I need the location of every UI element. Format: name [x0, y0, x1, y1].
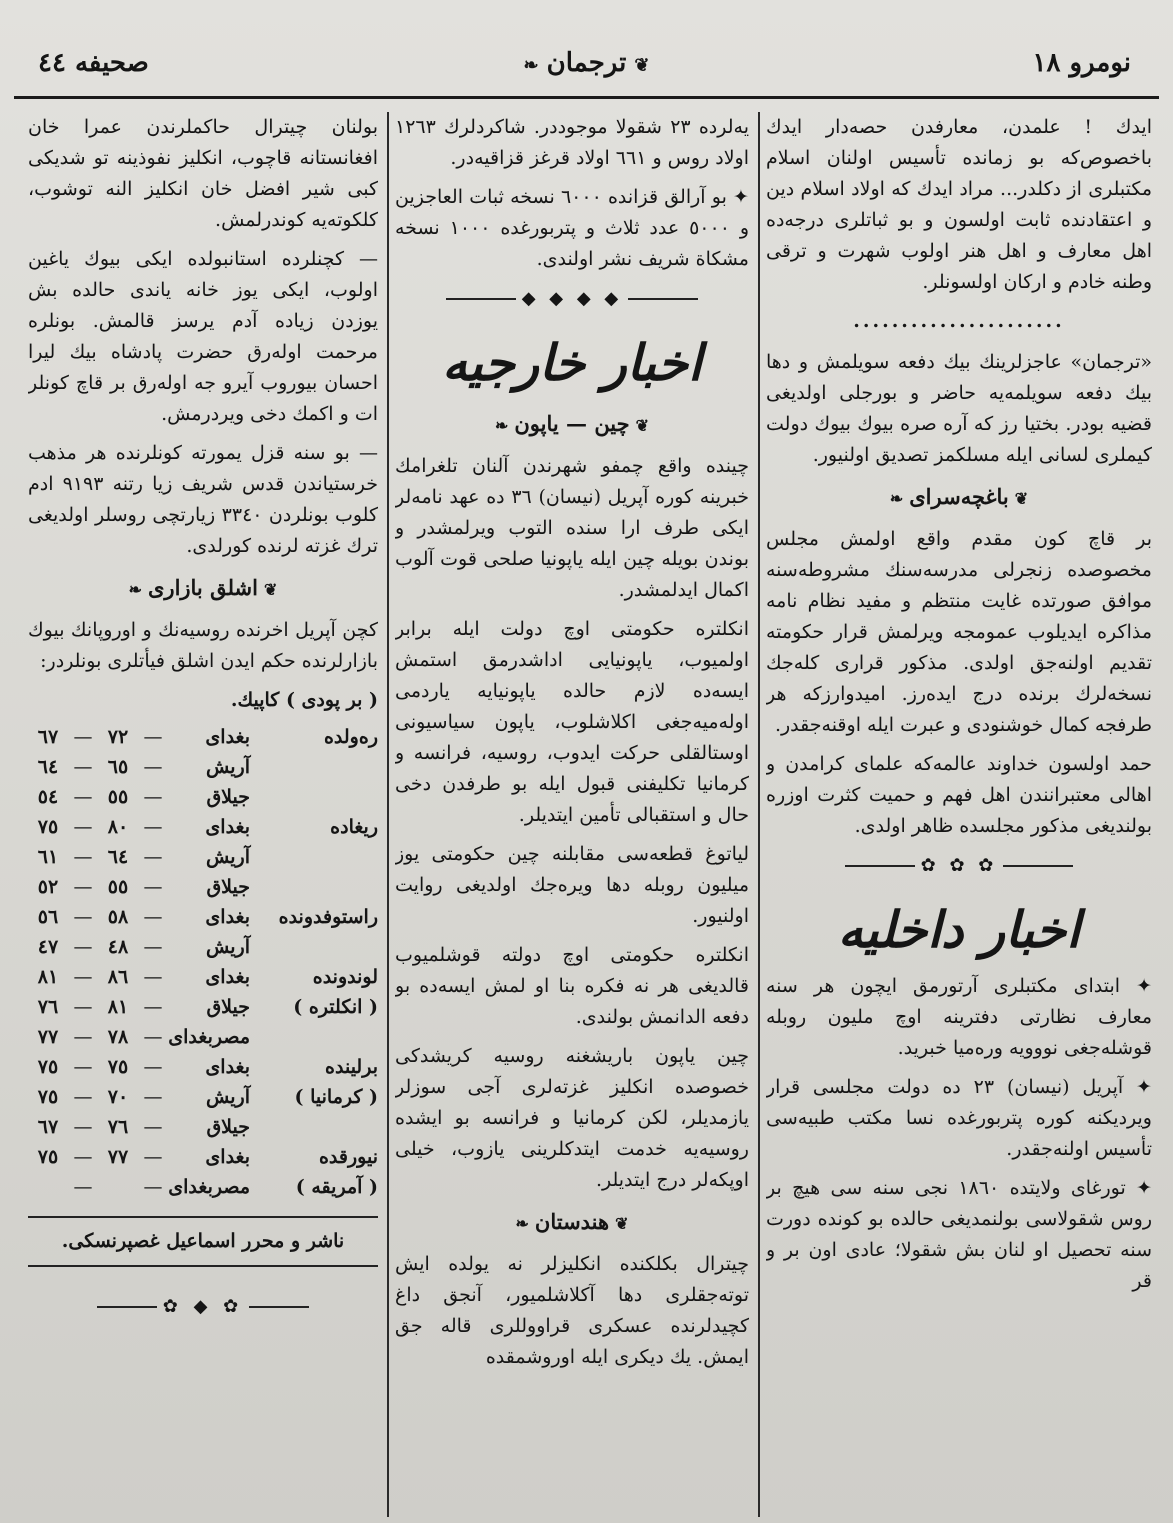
price-dash: —: [143, 1056, 163, 1078]
price-dash: —: [73, 1056, 93, 1078]
price-dash: —: [143, 1146, 163, 1168]
price-min: ٦٥: [107, 756, 129, 778]
price-dash: —: [143, 876, 163, 898]
price-dash: —: [73, 1026, 93, 1048]
article-paragraph: چينده واقع چمفو شهرندن آلنان تلغرامك خبرينه كوره آپريل (نيسان) ٣٦ ده عهد نامه‌لر ايكى طرف ارا سنده التوب ويرلمشدر و بوندن بو‌يله چين ايله ياپونيا صلحى قوت آلوب اكمال ايدلمشدر.: [395, 455, 749, 601]
news-item: [395, 182, 749, 275]
article-paragraph: بولنان چيترال حاكملرندن عمرا خان افغانستانه قاچوب، انكليز نفوذينه تو شديكى كبى شير افضل خان انكليز النه توشوب، كلكوته‌يه كوندرلمش.: [28, 116, 378, 231]
flourish-icon: ❧: [889, 489, 904, 508]
price-city: لوندونده: [312, 966, 378, 988]
bullet-diamond-icon: ✦: [726, 186, 749, 208]
price-min: ٧٢: [107, 726, 129, 748]
article-paragraph: چيترال بكلكنده انكليزلر نه يولده ايش توته‌جقلرى دها آكلاشلميور، آنجق داغ كچيدلرنده عسكرى قراووللرى قاله جق ايمش. يك ديكرى ايله اوروشمقده: [395, 1253, 749, 1368]
flourish-icon: ❦: [615, 1214, 629, 1233]
flourish-icon: ❦: [264, 580, 278, 599]
price-min: ٤٨: [107, 936, 129, 958]
price-grain: مصربغداى: [168, 1176, 250, 1198]
column-middle: [395, 112, 749, 1517]
price-max: ٨١: [37, 966, 59, 988]
price-max: ٦٧: [37, 726, 59, 748]
article-paragraph: انكلتره حكومتى اوچ دولته قوشلميوب قالديغى هر نه فكره بنا او لمش ايسه‌ده بو دفعه الدانمش بولندى.: [395, 944, 749, 1028]
dotted-separator: ......................: [853, 310, 1065, 332]
price-min: ٥٨: [107, 906, 129, 928]
price-grain: بغداى: [205, 966, 250, 988]
column-left: [28, 112, 378, 1517]
article-paragraph: «ترجمان» عاجزلرينك بيك دفعه سويلمش و دها بيك دفعه سويلمه‌يه حاضر و بورجلى اولديغى قضيه بودر. بختيا رز كه آره صره بيوك بيوك دولت كيملرى لسانى ايله مسلكمز تصديق اولنيور.: [766, 351, 1152, 466]
section-heading: [766, 481, 1152, 514]
article-paragraph: ايدك ! علمدن، معارفدن حصه‌دار ايدك باخصوص‌كه بو زمانده تأسيس اولنان اسلام مكتبلرى از دكلدر... مراد ايدك كه اولاد اسلام دين و اعتقادنده ثابت اولسون و بو ثباتلرى درجه‌ده اهل معارف و اهل هنر اولوب شهرت و ترقى وطنه خادم و اركان اولسونلر.: [766, 116, 1152, 293]
price-grain: آريش: [206, 846, 250, 868]
price-min: ٧٧: [107, 1146, 129, 1168]
price-max: [28, 1172, 68, 1202]
price-row: [28, 872, 378, 902]
page-header: [0, 0, 1173, 100]
price-row: [28, 752, 378, 782]
masthead-title: [0, 48, 1173, 78]
news-item: [766, 1173, 1152, 1297]
bullet-diamond-icon: ✦: [1123, 1076, 1152, 1098]
price-grain: بغداى: [205, 1146, 250, 1168]
header-rule: [14, 96, 1159, 99]
ornamental-divider: ◆ ◆ ◆ ◆: [395, 283, 749, 314]
big-section-title: اخبار خارجيه: [442, 333, 702, 392]
article-paragraph: انكلتره حكومتى اوچ دولت ايله برابر اولميوب، ياپونيايى اداشدرمق استمش ايسه‌ده لازم حالده ياپونيايه ياردمى اوله‌ميه‌جغى اكلاشلوب، ياپون سياسيونى اوستالقلى حركت ايدوب، روسيه، فرانسه و كرمانيا تكليفنى قبول ايله بو طرفدن دخى حال و استقبالى تأمين ايتديلر.: [395, 618, 749, 826]
price-dash: —: [73, 1146, 93, 1168]
column-rule: [758, 112, 760, 1517]
article-paragraph: — بو سنه قزل يمورته كونلرنده هر مذهب خرستياندن قدس شريف زيا رتنه ٩١٩٣ ادم كلوب بونلردن ٣٣٤٠ زيارتچى روسلر اولديغى ترك غزته لرنده كورلدى.: [28, 442, 378, 557]
price-max: ٧٥: [37, 1086, 59, 1108]
price-city: [250, 1022, 378, 1052]
price-grain: بغداى: [205, 816, 250, 838]
price-dash: —: [143, 816, 163, 838]
news-item-text: ابتداى مكتبلرى آرتورمق ايچون هر سنه معارف نظارتى دفترينه اوچ مليون روبله قوشله‌جغى نوو‌ويه وره‌ميا خبريد.: [766, 975, 1152, 1059]
price-dash: —: [143, 966, 163, 988]
price-max: ٧٥: [37, 816, 59, 838]
column-right: [766, 112, 1152, 1517]
price-city: [250, 872, 378, 902]
flourish-icon: ❦: [635, 416, 650, 435]
price-grain: آريش: [206, 1086, 250, 1108]
price-max: ٥٤: [37, 786, 59, 808]
price-min: ٧٠: [107, 1086, 129, 1108]
section-heading-text: هندستان: [534, 1209, 610, 1234]
price-dash: —: [73, 846, 93, 868]
section-heading-text: چين — ياپون: [514, 411, 630, 436]
price-max: ٧٦: [37, 996, 59, 1018]
price-grain: بغداى: [205, 1056, 250, 1078]
flourish-icon: ❦: [1014, 489, 1029, 508]
flourish-icon: ❧: [494, 416, 509, 435]
price-city: ( كرمانيا ): [294, 1086, 378, 1108]
price-city: برلينده: [325, 1056, 378, 1078]
price-min: ٨١: [107, 996, 129, 1018]
column-rule: [387, 112, 389, 1517]
section-heading: [28, 572, 378, 605]
price-min: ٨٦: [107, 966, 129, 988]
price-row: [28, 992, 378, 1022]
price-row: [28, 932, 378, 962]
price-dash: —: [143, 1026, 163, 1048]
price-dash: —: [143, 756, 163, 778]
price-city: نيورقده: [318, 1146, 378, 1168]
price-grain: جيلاق: [206, 1116, 250, 1138]
section-heading: [395, 1206, 749, 1239]
price-grain: جيلاق: [206, 876, 250, 898]
price-grain: بغداى: [205, 906, 250, 928]
price-row: [28, 962, 378, 992]
flourish-icon: ❧: [128, 580, 142, 599]
price-dash: —: [73, 966, 93, 988]
price-dash: —: [143, 726, 163, 748]
price-row: [28, 1172, 378, 1202]
price-min: ٥٥: [107, 876, 129, 898]
article-paragraph: كچن آپريل اخرنده روسيه‌نك و اوروپانك بيوك بازارلرنده حكم ايدن اشلق فيأتلرى بونلردر:: [28, 619, 378, 672]
price-dash: —: [143, 846, 163, 868]
price-row: [28, 902, 378, 932]
price-row: [28, 1022, 378, 1052]
price-grain: آريش: [206, 756, 250, 778]
article-paragraph: يه‌لرده ٢٣ شقولا موجوددر. شاكردلرك ١٢٦٣ اولاد روس و ٦٦١ اولاد قرغز قزاقيه‌در.: [395, 116, 749, 169]
price-max: ٤٧: [37, 936, 59, 958]
price-grain: آريش: [206, 936, 250, 958]
ornamental-divider: ✿ ✿ ✿: [766, 850, 1152, 881]
news-item: [766, 1072, 1152, 1165]
flourish-icon: ❧: [523, 55, 539, 76]
price-dash: —: [73, 1116, 93, 1138]
price-min: ٨٠: [107, 816, 129, 838]
price-grain: جيلاق: [206, 786, 250, 808]
price-row: [28, 1112, 378, 1142]
price-row: [28, 1142, 378, 1172]
price-dash: —: [73, 816, 93, 838]
news-item: [766, 971, 1152, 1064]
section-heading: [395, 408, 749, 441]
issue-number: نومرو ١٨: [1032, 48, 1131, 78]
price-dash: —: [143, 906, 163, 928]
section-heading-text: باغچه‌سراى: [909, 484, 1009, 509]
price-min: ٦٤: [107, 846, 129, 868]
price-row: [28, 1082, 378, 1112]
article-paragraph: لياتوغ قطعه‌سى مقابلنه چين حكومتى يوز ميليون روبله دها ويره‌جك اولديغى روايت اولنيور.: [395, 843, 749, 927]
publisher-signature: ناشر و محرر اسماعيل غصپرنسكى.: [28, 1216, 378, 1267]
price-dash: —: [73, 726, 93, 748]
price-min: ٥٥: [107, 786, 129, 808]
ornamental-divider: ✿ ◆ ✿: [28, 1291, 378, 1322]
price-city: ريغاده: [330, 816, 378, 838]
price-dash: —: [73, 996, 93, 1018]
article-paragraph: — كچنلرده استانبولده ايكى بيوك ياغين اولوب، ايكى يوز خانه ياندى حالده بش يوزدن زياده آدم يرسز قالمش. بونلره مرحمت اوله‌رق حضرت پادشاه بيك ليرا احسان بيوروب آيرو جه اوله‌رق بر قاچ كونلر ات و اكمك دخى ويردرمش.: [28, 248, 378, 425]
news-item-text: بو آرالق قزانده ٦٠٠٠ نسخه ثبات العاجزين و ٥٠٠٠ عدد ثلاث و پتربورغده ١٠٠٠ نسخه مشكاة شريف نشر اولندى.: [395, 186, 749, 270]
price-city: [250, 782, 378, 812]
price-dash: —: [143, 1116, 163, 1138]
price-city: ( آمريقه ): [295, 1176, 378, 1198]
price-row: [28, 782, 378, 812]
price-min: ٧٦: [107, 1116, 129, 1138]
price-max: ٦١: [37, 846, 59, 868]
price-dash: —: [73, 1176, 93, 1198]
price-dash: —: [73, 876, 93, 898]
price-max: ٥٢: [37, 876, 59, 898]
price-dash: —: [73, 756, 93, 778]
price-dash: —: [73, 1086, 93, 1108]
price-max: ٥٦: [37, 906, 59, 928]
price-dash: —: [73, 906, 93, 928]
news-item-text: آپريل (نيسان) ٢٣ ده دولت مجلسى قرار ويرديكنه كوره پتربورغده نسا مكتب طبيه‌سى تأسيس اولنه‌جقدر.: [766, 1076, 1152, 1160]
section-heading-text: اشلق بازارى: [147, 575, 258, 600]
price-city: راستوفدونده: [278, 906, 378, 928]
price-grain: جيلاق: [206, 996, 250, 1018]
article-paragraph: چين ياپون باريشغنه روسيه كريشدكى خصوصده انكليز غزته‌لرى آجى سوزلر يازمديلر، لكن كرمانيا و فرانسه بو ايشده روسيه‌يه خدمت ايتدكلرينى يازوب، خيلى اوپكه‌لر درج ايتديلر.: [395, 1045, 749, 1191]
price-row: [28, 722, 378, 752]
price-min: ٧٨: [107, 1026, 129, 1048]
price-max: ٦٤: [37, 756, 59, 778]
price-max: ٦٧: [37, 1116, 59, 1138]
price-max: ٧٧: [37, 1026, 59, 1048]
price-min: ٧٥: [107, 1056, 129, 1078]
price-city: [250, 1112, 378, 1142]
price-dash: —: [73, 936, 93, 958]
price-row: [28, 1052, 378, 1082]
bullet-diamond-icon: ✦: [1125, 1177, 1152, 1199]
price-dash: —: [143, 996, 163, 1018]
news-item-text: تورغاى ولايتده ١٨٦٠ نجى سنه سى هيچ بر روس شقولاسى بولنمديغى حالده بو كونده دورت سنه تحصيل او لنان بش شقولا؛ عادى اون بر و قر: [766, 1177, 1152, 1292]
price-dash: —: [143, 936, 163, 958]
price-city: [250, 932, 378, 962]
price-row: [28, 842, 378, 872]
price-city: [250, 752, 378, 782]
flourish-icon: ❧: [515, 1214, 529, 1233]
price-table: [28, 722, 378, 1202]
price-max: ٧٥: [37, 1056, 59, 1078]
price-city: ( انكلتره ): [293, 996, 378, 1018]
price-grain: بغداى: [205, 726, 250, 748]
price-max: ٧٥: [37, 1146, 59, 1168]
big-section-title: اخبار داخليه: [837, 900, 1081, 959]
flourish-icon: ❦: [634, 55, 650, 76]
masthead-title-text: ترجمان: [546, 48, 627, 78]
price-dash: —: [143, 1086, 163, 1108]
price-dash: —: [143, 786, 163, 808]
page-number: صحيفه ٤٤: [38, 48, 149, 78]
price-min: [98, 1172, 138, 1202]
price-city: [250, 842, 378, 872]
price-table-header: ( بر پودى ) كاپيك.: [230, 689, 378, 711]
article-paragraph: بر قاچ كون مقدم واقع اولمش مجلس مخصوصده زنجرلى مدرسه‌سنك مشروطه‌سنه موافق صورتده غايت منتظم و مفيد نظام نامه مذاكره ايديلوب عمومجه ويرلمش قرار حكومته تقديم اولنه‌جق اولدى. مذكور قرارى كله‌جك نسخه‌لرك برنده درج ايده‌رز. اميدوارزكه هر طرفجه كمال خوشنودى و عبرت ايله اوقنه‌جقدر.: [766, 528, 1152, 736]
article-paragraph: حمد اولسون خداوند عالمه‌كه علماى كرامدن و اهالى معتبرانندن اهل فهم و حميت كثرت اوزره بولنديغى مذكور مجلسده ظاهر اولدى.: [766, 753, 1152, 837]
price-dash: —: [143, 1176, 163, 1198]
price-grain: مصربغداى: [168, 1026, 250, 1048]
price-row: [28, 812, 378, 842]
price-dash: —: [73, 786, 93, 808]
price-city: ره‌ولده: [323, 726, 378, 748]
bullet-diamond-icon: ✦: [1120, 975, 1152, 997]
